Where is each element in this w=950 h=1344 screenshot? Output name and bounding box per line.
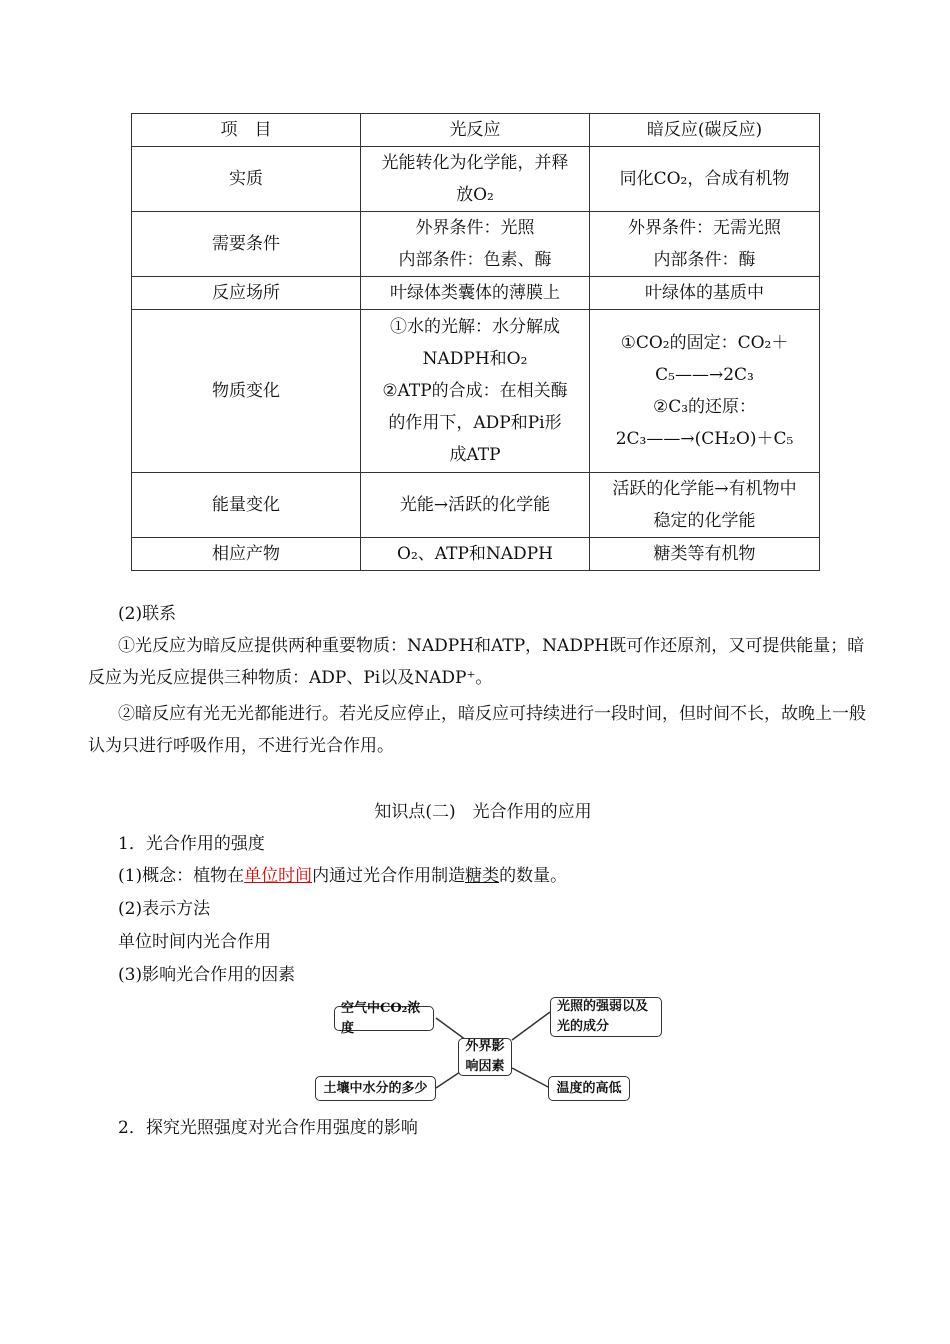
factor-temperature: 温度的高低 <box>548 1076 630 1101</box>
cell-line: 光能转化为化学能，并释 <box>381 153 569 173</box>
cell-line: 外界条件：光照 <box>415 218 535 238</box>
cell-line: 叶绿体类囊体的薄膜上 <box>390 283 560 303</box>
dark-cell <box>590 538 820 571</box>
dark-cell <box>590 147 820 212</box>
cell-line: 活跃的化学能→有机物中 <box>612 479 797 499</box>
light-cell <box>361 147 590 212</box>
method-text: 单位时间内光合作用 <box>118 932 271 952</box>
light-cell <box>361 473 590 538</box>
cell-line: 成ATP <box>449 445 501 465</box>
table-row <box>132 147 820 212</box>
factor-light <box>550 997 662 1037</box>
row-label: 实质 <box>132 147 361 212</box>
link-paragraph-2: ②暗反应有光无光都能进行。若光反应停止，暗反应可持续进行一段时间，但时间不长，故晚上一般认为只进行呼吸作用，不进行光合作用。 <box>88 704 866 756</box>
concept-prefix: (1)概念：植物在 <box>118 866 245 886</box>
item-2-heading: 2．探究光照强度对光合作用强度的影响 <box>118 1118 418 1138</box>
cell-line: ①水的光解：水分解成 <box>390 317 560 337</box>
comparison-table <box>131 113 820 571</box>
factor-co2: 空气中CO₂浓度 <box>334 1006 434 1031</box>
row-label: 需要条件 <box>132 212 361 277</box>
light-line: 光的成分 <box>557 1019 610 1034</box>
dark-cell <box>590 212 820 277</box>
row-label: 反应场所 <box>132 277 361 310</box>
header-light: 光反应 <box>361 114 590 147</box>
cell-line: 稳定的化学能 <box>653 511 756 531</box>
concept-answer-1: 单位时间 <box>244 866 313 886</box>
cell-line: O₂、ATP和NADPH <box>397 544 553 564</box>
cell-line: 内部条件：酶 <box>653 250 756 270</box>
section-title: 知识点(二) 光合作用的应用 <box>374 802 592 822</box>
header-item: 项 目 <box>132 114 361 147</box>
dark-cell <box>590 473 820 538</box>
cell-line: 同化CO₂，合成有机物 <box>619 169 790 189</box>
link-paragraph-1: ①光反应为暗反应提供两种重要物质：NADPH和ATP，NADPH既可作还原剂，又可提供能量；暗反应为光反应提供三种物质：ADP、Pi以及NADP⁺。 <box>88 636 865 688</box>
method-heading: (2)表示方法 <box>118 899 211 919</box>
cell-line: 放O₂ <box>456 185 494 205</box>
cell-line: 糖类等有机物 <box>653 544 756 564</box>
cell-line: ②C₃的还原： <box>652 397 757 417</box>
cell-line: 2C₃——→(CH₂O)＋C₅ <box>615 429 794 449</box>
concept-line <box>118 860 908 892</box>
concept-mid: 内通过光合作用制造 <box>312 866 466 886</box>
cell-line: C₅——→2C₃ <box>655 365 754 385</box>
light-line: 光照的强弱以及 <box>557 999 649 1014</box>
row-label: 物质变化 <box>132 310 361 473</box>
cell-line: NADPH和O₂ <box>422 349 528 369</box>
factor-water: 土壤中水分的多少 <box>315 1076 436 1101</box>
table-header-row <box>132 114 820 147</box>
row-label: 能量变化 <box>132 473 361 538</box>
light-cell <box>361 212 590 277</box>
cell-line: 内部条件：色素、酶 <box>398 250 552 270</box>
cell-line: 光能→活跃的化学能 <box>399 495 551 515</box>
light-cell <box>361 310 590 473</box>
concept-suffix: 的数量。 <box>499 866 568 886</box>
factor-center <box>458 1038 512 1076</box>
cell-line: 外界条件：无需光照 <box>628 218 781 238</box>
header-dark: 暗反应(碳反应) <box>590 114 820 147</box>
table-row <box>132 212 820 277</box>
cell-line: ①CO₂的固定：CO₂＋ <box>620 333 789 353</box>
cell-line: 的作用下，ADP和Pi形 <box>388 413 562 433</box>
light-cell <box>361 277 590 310</box>
cell-line: 叶绿体的基质中 <box>645 283 764 303</box>
cell-line: ②ATP的合成：在相关酶 <box>382 381 568 401</box>
concept-answer-2: 糖类 <box>465 866 500 886</box>
link-heading: (2)联系 <box>118 604 177 624</box>
table-row <box>132 277 820 310</box>
table-row <box>132 538 820 571</box>
center-line: 响因素 <box>465 1059 505 1074</box>
item-1-heading: 1．光合作用的强度 <box>118 834 265 854</box>
factors-heading: (3)影响光合作用的因素 <box>118 965 296 985</box>
dark-cell <box>590 310 820 473</box>
table-row <box>132 473 820 538</box>
light-cell <box>361 538 590 571</box>
row-label: 相应产物 <box>132 538 361 571</box>
dark-cell <box>590 277 820 310</box>
center-line: 外界影 <box>465 1039 505 1054</box>
table-row <box>132 310 820 473</box>
